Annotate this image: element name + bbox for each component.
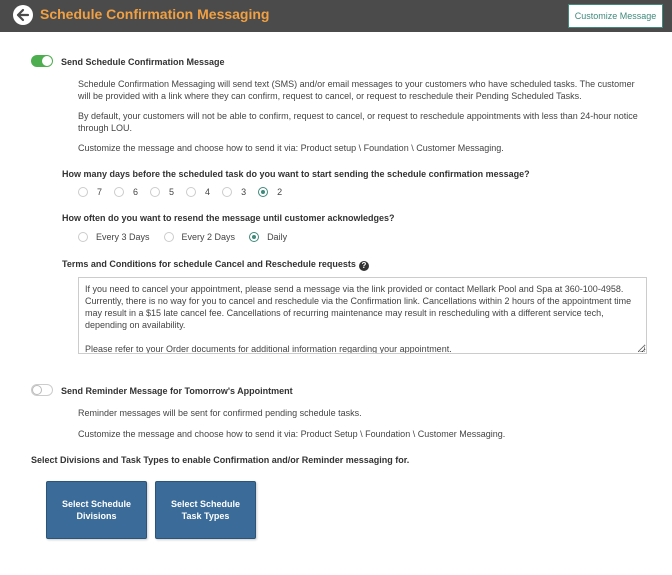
terms-label-text: Terms and Conditions for schedule Cancel and Reschedule requests xyxy=(62,259,356,269)
days-option-4[interactable]: 4 xyxy=(186,187,210,197)
resend-radio-group xyxy=(78,231,299,243)
days-option-5[interactable]: 5 xyxy=(150,187,174,197)
app-header xyxy=(0,0,672,32)
terms-paragraph-1: If you need to cancel your appointment, please send a message via the link provided or contact Mellark Pool and Spa at 360-100-4958. Currently, there is no way for you to cancel and reschedule via the Confirmation link. Cancellations within 2 hours of the appointment time may result in a $15 late cancel fee. Cancellations of recurring maintenance may result in rescheduling with a different service tech, depending on availability. xyxy=(85,284,632,330)
select-schedule-task-types-button[interactable]: Select Schedule Task Types xyxy=(155,481,256,539)
days-before-question: How many days before the scheduled task do you want to start sending the schedule confirmation message? xyxy=(62,169,530,179)
days-before-radio-group xyxy=(78,186,294,198)
confirmation-customize-note: Customize the message and choose how to send it via: Product setup \ Foundation \ Customer Messaging. xyxy=(78,143,504,153)
resend-option-every-3-days[interactable]: Every 3 Days xyxy=(78,232,150,242)
toggle-knob xyxy=(42,56,52,66)
confirmation-default-note: By default, your customers will not be able to confirm, request to cancel, or request to reschedule appointments with less than 24-hour notice through LOU. xyxy=(78,111,638,133)
reminder-customize-note: Customize the message and choose how to send it via: Product Setup \ Foundation \ Customer Messaging. xyxy=(78,429,506,439)
customize-message-button[interactable]: Customize Message xyxy=(568,4,663,28)
terms-paragraph-2: Please refer to your Order documents for additional information regarding your appointment. xyxy=(85,344,452,354)
days-option-2[interactable]: 2 xyxy=(258,187,282,197)
resize-handle-icon[interactable] xyxy=(639,346,645,352)
confirmation-toggle-label: Send Schedule Confirmation Message xyxy=(61,57,225,67)
reminder-description: Reminder messages will be sent for confirmed pending schedule tasks. xyxy=(78,408,362,418)
toggle-knob xyxy=(32,385,42,395)
radio-button-selected[interactable] xyxy=(249,232,259,242)
confirmation-description: Schedule Confirmation Messaging will send text (SMS) and/or email messages to your customers who have scheduled tasks. The customer will be provided with a link where they can confirm, request to cancel, or request to reschedule their Pending Scheduled Tasks. xyxy=(78,79,635,101)
days-option-6[interactable]: 6 xyxy=(114,187,138,197)
resend-question: How often do you want to resend the message until customer acknowledges? xyxy=(62,213,395,223)
page-title: Schedule Confirmation Messaging xyxy=(40,6,270,22)
reminder-toggle[interactable] xyxy=(31,384,53,396)
resend-option-every-2-days[interactable]: Every 2 Days xyxy=(164,232,236,242)
arrow-left-icon xyxy=(16,8,30,22)
confirmation-toggle[interactable] xyxy=(31,55,53,67)
divisions-heading: Select Divisions and Task Types to enable Confirmation and/or Reminder messaging for. xyxy=(31,455,410,465)
resend-option-daily[interactable]: Daily xyxy=(249,232,287,242)
radio-button[interactable] xyxy=(114,187,124,197)
help-icon[interactable]: ? xyxy=(359,261,369,271)
days-option-3[interactable]: 3 xyxy=(222,187,246,197)
radio-button[interactable] xyxy=(186,187,196,197)
select-schedule-divisions-button[interactable]: Select Schedule Divisions xyxy=(46,481,147,539)
radio-button[interactable] xyxy=(78,232,88,242)
reminder-toggle-label: Send Reminder Message for Tomorrow's Appointment xyxy=(61,386,293,396)
radio-button-selected[interactable] xyxy=(258,187,268,197)
radio-button[interactable] xyxy=(164,232,174,242)
terms-textarea[interactable] xyxy=(78,277,647,354)
back-button[interactable] xyxy=(13,5,33,25)
days-option-7[interactable]: 7 xyxy=(78,187,102,197)
terms-label xyxy=(62,259,369,271)
radio-button[interactable] xyxy=(222,187,232,197)
radio-button[interactable] xyxy=(78,187,88,197)
radio-button[interactable] xyxy=(150,187,160,197)
